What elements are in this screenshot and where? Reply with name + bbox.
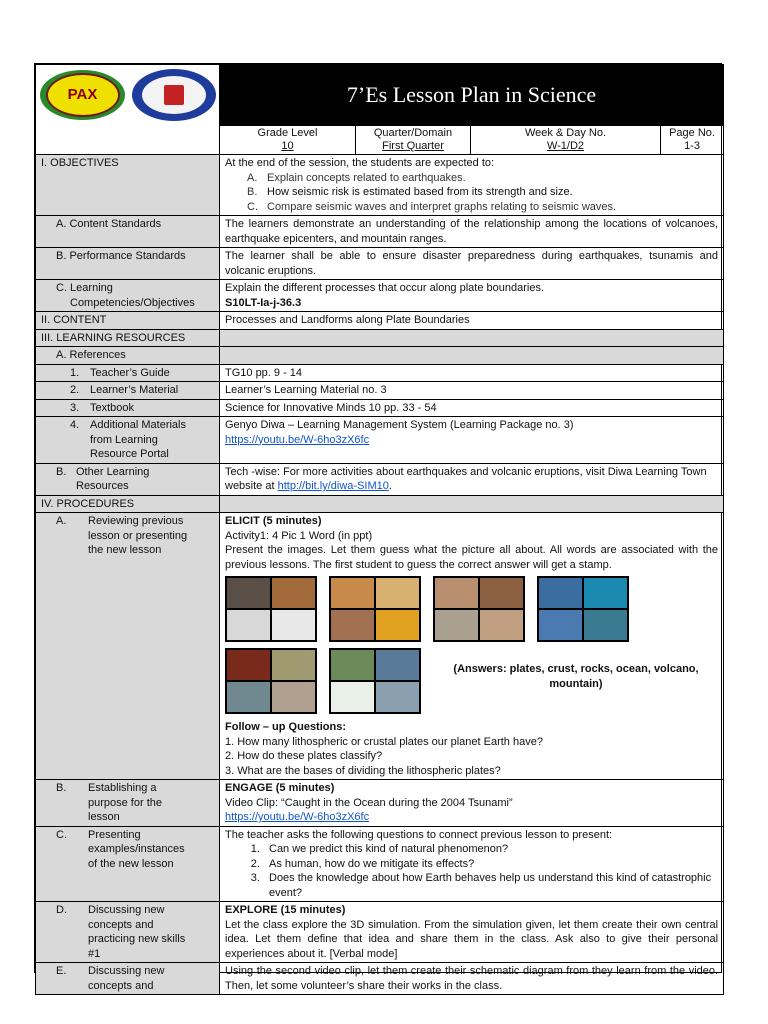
content-standards-text: The learners demonstrate an understanding of the relationship among the locations of volcanoes, earthquake epicenters, and mountain ranges. — [220, 216, 724, 248]
content-text: Processes and Landforms along Plate Boundaries — [220, 312, 724, 330]
competencies-text: Explain the different processes that occur along plate boundaries. — [225, 282, 544, 294]
references-empty — [220, 347, 724, 365]
content-label: II. CONTENT — [36, 312, 220, 330]
procedure-a-content — [220, 513, 724, 780]
procedure-b-content — [220, 780, 724, 827]
video-clip-text: Video Clip: “Caught in the Ocean during the 2004 Tsunami” — [225, 796, 513, 809]
competencies-label: C. Learning Competencies/Objectives — [36, 280, 220, 312]
puzzle-image-mountain — [329, 648, 421, 714]
elicit-heading: ELICIT (5 minutes) — [225, 515, 322, 527]
week-day-value: W-1/D2 — [546, 140, 585, 152]
learners-material-label: 2. Learner’s Material — [36, 382, 220, 400]
logos-cell — [36, 65, 220, 155]
explore-text: Let the class explore the 3D simulation. From the simulation given, let them create their own central idea. Let them define that idea and share them in the class. Ask also to give their personal experiences about it. [Verbal mode] — [225, 918, 719, 960]
procedure-d-content — [220, 902, 724, 963]
pax-logo-text: PAX — [46, 73, 120, 117]
textbook-value: Science for Innovative Minds 10 pp. 33 - 54 — [220, 399, 724, 417]
competencies-content — [220, 280, 724, 312]
performance-standards-label: B. Performance Standards — [36, 248, 220, 280]
engage-heading: ENGAGE (5 minutes) — [225, 782, 335, 794]
teachers-guide-label: 1. Teacher’s Guide — [36, 364, 220, 382]
puzzle-image-volcano — [225, 648, 317, 714]
activity-instructions: Present the images. Let them guess what the picture all about. All words are associated with the previous lessons. The first student to guess the correct answer will get a stamp. — [225, 544, 719, 571]
puzzle-image-rocks — [433, 576, 525, 642]
genyo-diwa-text: Genyo Diwa – Learning Management System (Learning Package no. 3) — [225, 419, 574, 431]
explore-heading: EXPLORE (15 minutes) — [225, 904, 346, 916]
other-resources-content: Tech -wise: For more activities about earthquakes and volcanic eruptions, visit Diwa Learning Town website at http://bit.ly/diwa-SIM10. — [220, 463, 724, 495]
learning-resources-label: III. LEARNING RESOURCES — [36, 329, 220, 347]
youtube-link[interactable]: https://youtu.be/W-6ho3zX6fc — [225, 433, 370, 446]
additional-materials-label: 4. Additional Materials from Learning Resource Portal — [36, 417, 220, 464]
page-no-label: Page No. — [669, 127, 715, 139]
seal-emblem-icon — [164, 85, 184, 105]
page-no-value: 1-3 — [684, 140, 700, 152]
tech-wise-text: Tech -wise: For more activities about earthquakes and volcanic eruptions, visit Diwa Learning Town website at — [225, 465, 707, 492]
textbook-label: 3. Textbook — [36, 399, 220, 417]
learners-material-value: Learner’s Learning Material no. 3 — [220, 382, 724, 400]
references-label: A. References — [36, 347, 220, 365]
activity-title: Activity1: 4 Pic 1 Word (in ppt) — [225, 529, 373, 542]
quarter-domain-value: First Quarter — [382, 140, 444, 152]
answers-text: (Answers: plates, crust, rocks, ocean, volcano, mountain) — [453, 663, 699, 690]
procedure-b-label: B. Establishing a purpose for the lesson — [36, 780, 220, 827]
puzzle-image-crust — [329, 576, 421, 642]
objective-item: C. Compare seismic waves and interpret graphs relating to seismic waves. — [247, 200, 617, 213]
presenting-intro: The teacher asks the following questions to connect previous lesson to present: — [225, 828, 613, 841]
lesson-plan-table — [35, 64, 724, 995]
pax-logo — [40, 70, 125, 120]
procedure-c-content — [220, 826, 724, 902]
objective-item: B. How seismic risk is estimated based from its strength and size. — [247, 186, 573, 198]
quarter-domain-label: Quarter/Domain — [373, 127, 453, 139]
competency-code: S10LT-Ia-j-36.3 — [225, 296, 302, 309]
page-no-cell — [661, 126, 724, 155]
procedure-a-label: A. Reviewing previous lesson or presenting the new lesson — [36, 513, 220, 780]
teachers-guide-value: TG10 pp. 9 - 14 — [220, 364, 724, 382]
other-resources-label: B. Other Learning Resources — [36, 463, 220, 495]
procedure-d-label: D. Discussing new concepts and practicing new skills #1 — [36, 902, 220, 963]
procedure-c-label: C. Presenting examples/instances of the new lesson — [36, 826, 220, 902]
learning-resources-empty — [220, 329, 724, 347]
performance-standards-text: The learner shall be able to ensure disaster preparedness during earthquakes, tsunamis and volcanic eruptions. — [220, 248, 724, 280]
week-day-cell — [471, 126, 661, 155]
diwa-sim10-link[interactable]: http://bit.ly/diwa-SIM10 — [277, 480, 389, 492]
saint-joseph-college-seal — [132, 69, 216, 121]
objective-item: A. Explain concepts related to earthquakes. — [247, 171, 466, 184]
procedures-empty — [220, 495, 724, 513]
followup-question: 1. How many lithospheric or crustal plates our planet Earth have? — [225, 735, 543, 748]
procedures-label: IV. PROCEDURES — [36, 495, 220, 513]
grade-level-label: Grade Level — [257, 127, 318, 139]
additional-materials-content — [220, 417, 724, 464]
presenting-question: 2. As human, how do we mitigate its effects? — [263, 857, 718, 872]
puzzle-image-ocean — [537, 576, 629, 642]
presenting-question: 3. Does the knowledge about how Earth behaves help us understand this kind of catastrophic event? — [263, 871, 718, 900]
procedure-e-label: E. Discussing new concepts and — [36, 963, 220, 995]
objectives-intro: At the end of the session, the students are expected to: — [225, 157, 495, 169]
four-pics-row — [225, 576, 718, 642]
engage-youtube-link[interactable]: https://youtu.be/W-6ho3zX6fc — [225, 811, 370, 823]
followup-heading: Follow – up Questions: — [225, 721, 346, 733]
grade-level-cell — [220, 126, 356, 155]
content-standards-label: A. Content Standards — [36, 216, 220, 248]
quarter-domain-cell — [356, 126, 471, 155]
lesson-plan-page — [34, 63, 722, 992]
followup-question: 2. How do these plates classify? — [225, 750, 383, 762]
grade-level-value: 10 — [281, 140, 294, 152]
procedure-e-text: Using the second video clip, let them create their schematic diagram from they learn from the video. Then, let some volunteer’s share their works in the class. — [220, 963, 724, 995]
week-day-label: Week & Day No. — [524, 127, 607, 139]
objectives-label: I. OBJECTIVES — [36, 155, 220, 216]
presenting-question: 1. Can we predict this kind of natural phenomenon? — [263, 842, 718, 857]
followup-question: 3. What are the bases of dividing the lithospheric plates? — [225, 764, 501, 777]
puzzle-image-plates — [225, 576, 317, 642]
page-title: 7’Es Lesson Plan in Science — [220, 65, 724, 126]
objectives-content — [220, 155, 724, 216]
